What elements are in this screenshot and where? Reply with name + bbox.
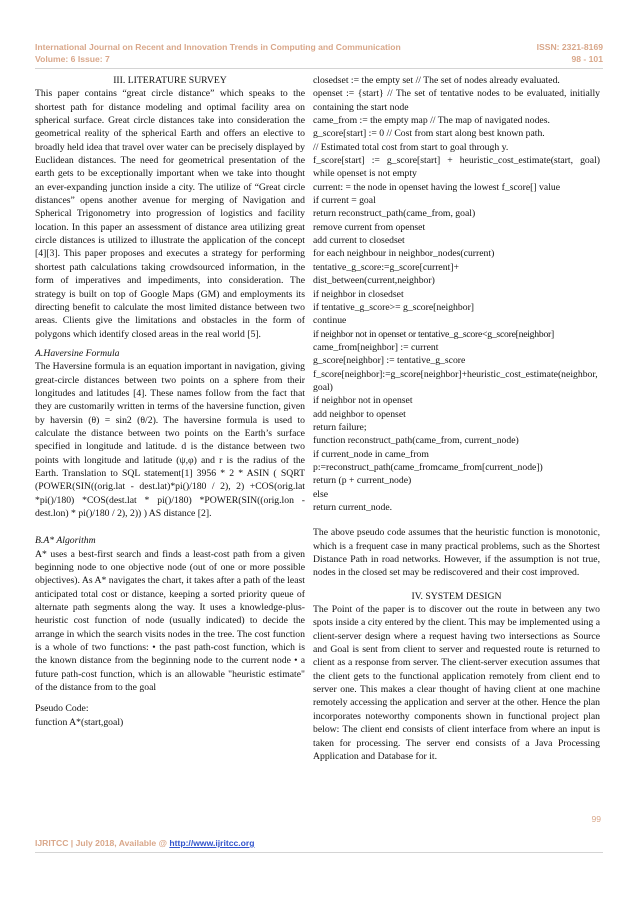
pseudo-code-block xyxy=(313,74,600,514)
volume-issue: Volume: 6 Issue: 7 xyxy=(35,54,110,64)
code-line: return current_node. xyxy=(313,502,393,513)
code-line: return reconstruct_path(came_from, goal) xyxy=(313,208,476,220)
code-line: if neighbor in closedset xyxy=(313,288,404,300)
page-number: 99 xyxy=(591,814,601,824)
code-line: for each neighbour in neighbor_nodes(current) xyxy=(313,248,495,260)
footer xyxy=(35,838,254,848)
haversine-heading: A.Haversine Formula xyxy=(35,347,120,359)
pseudo-code-label: Pseudo Code: xyxy=(35,703,89,715)
issn: ISSN: 2321-8169 xyxy=(536,42,603,52)
right-column xyxy=(313,74,600,763)
code-line: return failure; xyxy=(313,421,367,433)
code-line: came_from := the empty map // The map of navigated nodes. xyxy=(313,115,550,127)
haversine-paragraph: The Haversine formula is an equation important in navigation, giving great-circle distances between two points on a sphere from their longitudes and latitudes [4]. These names follow from the fact that they are customarily written in terms of the haversine function, given by haversin (θ) = sin2 (θ/2). The haversine formula is used to calculate the distance between two points on the Earth’s surface specified in longitude and latitude. d is the distance between two points with longitude and latitude (ψ,φ) and r is the radius of the Earth. Translation to SQL statement[1] 3956 * 2 * ASIN ( SQRT (POWER(SIN((orig.lat - dest.lat)*pi()/180 / 2), 2) +COS(orig.lat *pi()/180) *COS(dest.lat * pi()/180) *POWER(SIN((orig.lon - dest.lon) * pi()/180 / 2), 2)) ) AS distance [2]. xyxy=(35,361,305,519)
pseudo-code-explanation: The above pseudo code assumes that the heuristic function is monotonic, which is a frequent case in many practical problems, such as the Shortest Distance Path in road networks. However, if the assumption is not true, nodes in the closed set may be rediscovered and their cost improved. xyxy=(313,527,600,579)
code-line: if current_node in came_from xyxy=(313,448,429,460)
code-line: closedset := the empty set // The set of nodes already evaluated. xyxy=(313,75,560,86)
system-design-paragraph: The Point of the paper is to discover out the route in between any two spots inside a city entered by the client. This may be implemented using a client-server design where a request having two intersections as Source and Goal is sent from client to server and requested route is returned to client as a response from server. The client-server execution assumes that the client gets to the functional application remotely from client end to server one. This makes a clear thought of having client at one machine remotely accessing the application and server at the other. Hence the plan incorporates noteworthy components shown in functional project plan below: The client end consists of client interface from where an input is taken for processing. The server end consists of a Java Processing Application and Database for it. xyxy=(313,604,600,762)
code-line: current: = the node in openset having the lowest f_score[] value xyxy=(313,181,561,193)
code-line: g_score[start] := 0 // Cost from start along best known path. xyxy=(313,128,545,140)
footer-text: IJRITCC | July 2018, Available @ xyxy=(35,838,170,848)
code-line: if neighbor not in openset xyxy=(313,395,413,407)
code-line: f_score[start] := g_score[start] + heuristic_cost_estimate(start, goal) while openset is not empty xyxy=(313,155,600,180)
system-design-heading: IV. SYSTEM DESIGN xyxy=(411,590,502,602)
code-line: function reconstruct_path(came_from, current_node) xyxy=(313,435,519,447)
journal-header-line1 xyxy=(35,42,603,52)
code-line: p:=reconstruct_path(came_fromcame_from[current_node]) xyxy=(313,461,543,473)
code-line: add neighbor to openset xyxy=(313,408,406,420)
literature-survey-paragraph: This paper contains “great circle distance” which speaks to the shortest path for distance modeling and optimal facility area on spherical surface. Great circle distances take into consideration the geometrical reality of the spherical Earth and offers an elective to broadly held idea that travel over water can be precisely displayed by Euclidean distances. The need for geometrical presentation of the earth gets to be exceptionally important when we take into thought an ever-expanding junction inside a city. The utilize of “Great circle distances” opens another avenue for merging of Navigation and Spherical Trigonometry into progression of logistics and facility location. In this paper an assessment of distance area utilizing great circle distances is utilized to illustrate the application of the concept [4][3]. This paper proposes and executes a strategy for performing shortest path calculations taking crowdsourced information, in the form of imperatives and impediments, into consideration. The strategy is built on top of Google Maps (GM) and employments its directing benefit to calculate the most limited distance between two areas. Clients give the limitations and obstacles in the form of polygons which identify closed areas in the real world [5]. xyxy=(35,88,305,340)
header-rule xyxy=(35,68,603,69)
pseudo-code-first-line: function A*(start,goal) xyxy=(35,716,124,728)
literature-survey-heading: III. LITERATURE SURVEY xyxy=(113,75,227,86)
code-line: openset := {start} // The set of tentative nodes to be evaluated, initially containing the start node xyxy=(313,88,600,113)
code-line: if tentative_g_score>= g_score[neighbor] xyxy=(313,301,475,313)
journal-title: International Journal on Recent and Innovation Trends in Computing and Communication xyxy=(35,42,401,52)
code-line: else xyxy=(313,488,329,500)
code-line: tentative_g_score:=g_score[current]+ xyxy=(313,261,459,273)
code-line: if neighbor not in openset or tentative_g_score<g_score[neighbor] xyxy=(313,328,555,340)
code-line: continue xyxy=(313,315,347,327)
page-range: 98 - 101 xyxy=(571,54,603,64)
journal-header-line2 xyxy=(35,54,603,64)
left-column xyxy=(35,74,305,729)
code-line: if current = goal xyxy=(313,195,376,207)
code-line: came_from[neighbor] := current xyxy=(313,341,439,353)
code-line: dist_between(current,neighbor) xyxy=(313,275,435,287)
code-line: add current to closedset xyxy=(313,235,405,247)
code-line: g_score[neighbor] := tentative_g_score xyxy=(313,355,466,367)
footer-link[interactable]: http://www.ijritcc.org xyxy=(169,838,255,848)
footer-rule xyxy=(35,852,603,853)
code-line: remove current from openset xyxy=(313,221,426,233)
code-line: // Estimated total cost from start to goal through y. xyxy=(313,141,509,153)
astar-paragraph: A* uses a best-first search and finds a least-cost path from a given beginning node to one objective node (out of one or more possible objectives). As A* navigates the chart, it takes after a path of the least anticipated total cost or distance, keeping a sorted priority queue of alternate path segments along the way. It uses a knowledge-plus-heuristic cost function of node (usually indicated) to decide the arrange in which the search visits nodes in the tree. The cost function is a whole of two functions: • the past path-cost function, which is the known distance from the beginning node to the current node • a future path-cost function, which is an allowable "heuristic estimate" of the distance from to the goal xyxy=(35,548,305,694)
astar-heading: B.A* Algorithm xyxy=(35,535,96,547)
code-line: return (p + current_node) xyxy=(313,475,412,487)
code-line: f_score[neighbor]:=g_score[neighbor]+heuristic_cost_estimate(neighbor, goal) xyxy=(313,368,598,393)
